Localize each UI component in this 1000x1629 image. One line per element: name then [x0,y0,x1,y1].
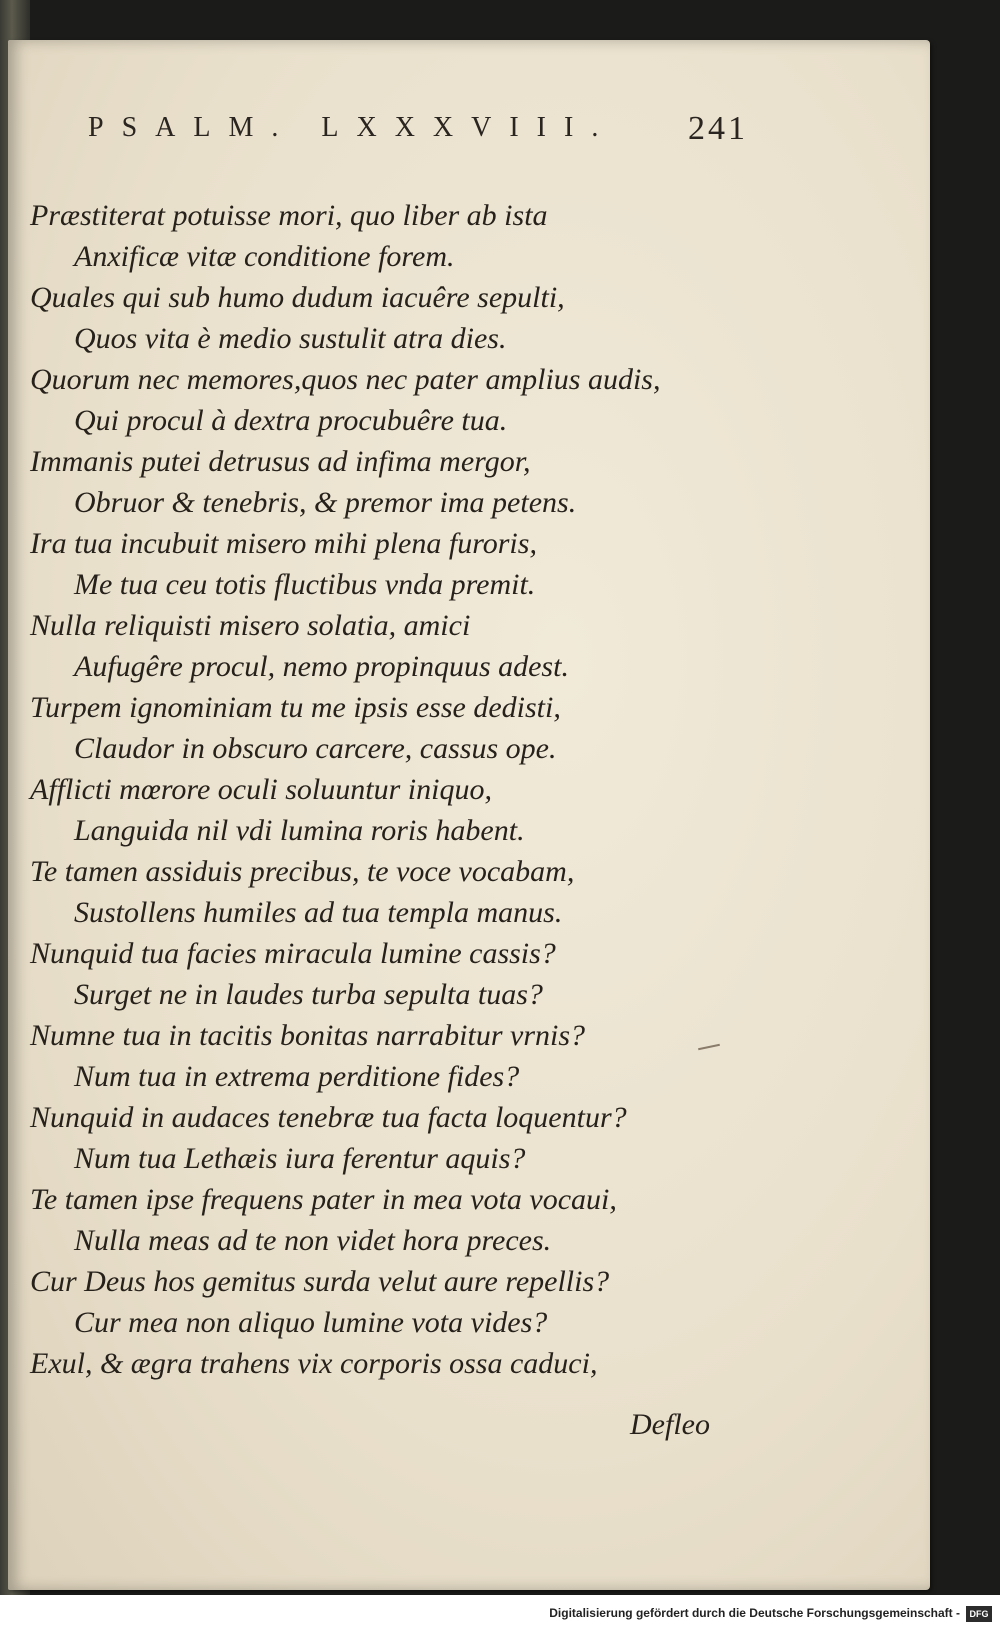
verse-line: Cur mea non aliquo lumine vota vides? [74,1306,548,1339]
verse-list [30,195,750,1384]
verse-line: Turpem ignominiam tu me ipsis esse dedisti, [30,691,561,724]
verse-line: Afflicti mœrore oculi soluuntur iniquo, [30,773,492,806]
page-number: 241 [688,110,748,147]
verse-line: Ira tua incubuit misero mihi plena furoris, [30,527,537,560]
verse-line: Quos vita è medio sustulit atra dies. [74,322,507,355]
catchword: Defleo [630,1408,710,1441]
verse-line: Te tamen ipse frequens pater in mea vota vocaui, [30,1183,617,1216]
verse-line: Quorum nec memores,quos nec pater amplius audis, [30,363,661,396]
verse-line: Nunquid in audaces tenebræ tua facta loquentur? [30,1101,627,1134]
running-head [88,112,748,152]
digitization-footer [0,1595,1000,1629]
book-page [8,40,930,1590]
verse-line: Me tua ceu totis fluctibus vnda premit. [74,568,536,601]
verse-line: Sustollens humiles ad tua templa manus. [74,896,563,929]
verse-line: Qui procul à dextra procubuêre tua. [74,404,508,437]
running-head-title: PSALM. LXXXVIII. [88,112,617,143]
verse-line: Nulla reliquisti misero solatia, amici [30,609,471,642]
verse-line: Num tua Lethæis iura ferentur aquis? [74,1142,526,1175]
verse-line: Surget ne in laudes turba sepulta tuas? [74,978,543,1011]
verse-line: Nunquid tua facies miracula lumine cassis? [30,937,556,970]
verse-line: Languida nil vdi lumina roris habent. [74,814,525,847]
verse-line: Num tua in extrema perditione fides? [74,1060,520,1093]
verse-line: Anxificæ vitæ conditione forem. [74,240,455,273]
verse-line: Te tamen assiduis precibus, te voce vocabam, [30,855,575,888]
verse-line: Quales qui sub humo dudum iacuêre sepulti, [30,281,565,314]
verse-line: Obruor & tenebris, & premor ima petens. [74,486,577,519]
verse-line: Cur Deus hos gemitus surda velut aure repellis? [30,1265,610,1298]
verse-line: Claudor in obscuro carcere, cassus ope. [74,732,557,765]
verse-line: Aufugêre procul, nemo propinquus adest. [74,650,569,683]
funding-credit: Digitalisierung gefördert durch die Deutsche Forschungsgemeinschaft - [549,1606,960,1620]
dfg-logo-icon: DFG [966,1606,992,1622]
verse-line: Præstiterat potuisse mori, quo liber ab ista [30,199,548,232]
verse-line: Numne tua in tacitis bonitas narrabitur vrnis? [30,1019,586,1052]
verse-line: Nulla meas ad te non videt hora preces. [74,1224,552,1257]
verse-line: Immanis putei detrusus ad infima mergor, [30,445,531,478]
verse-line: Exul, & ægra trahens vix corporis ossa caduci, [30,1347,598,1380]
